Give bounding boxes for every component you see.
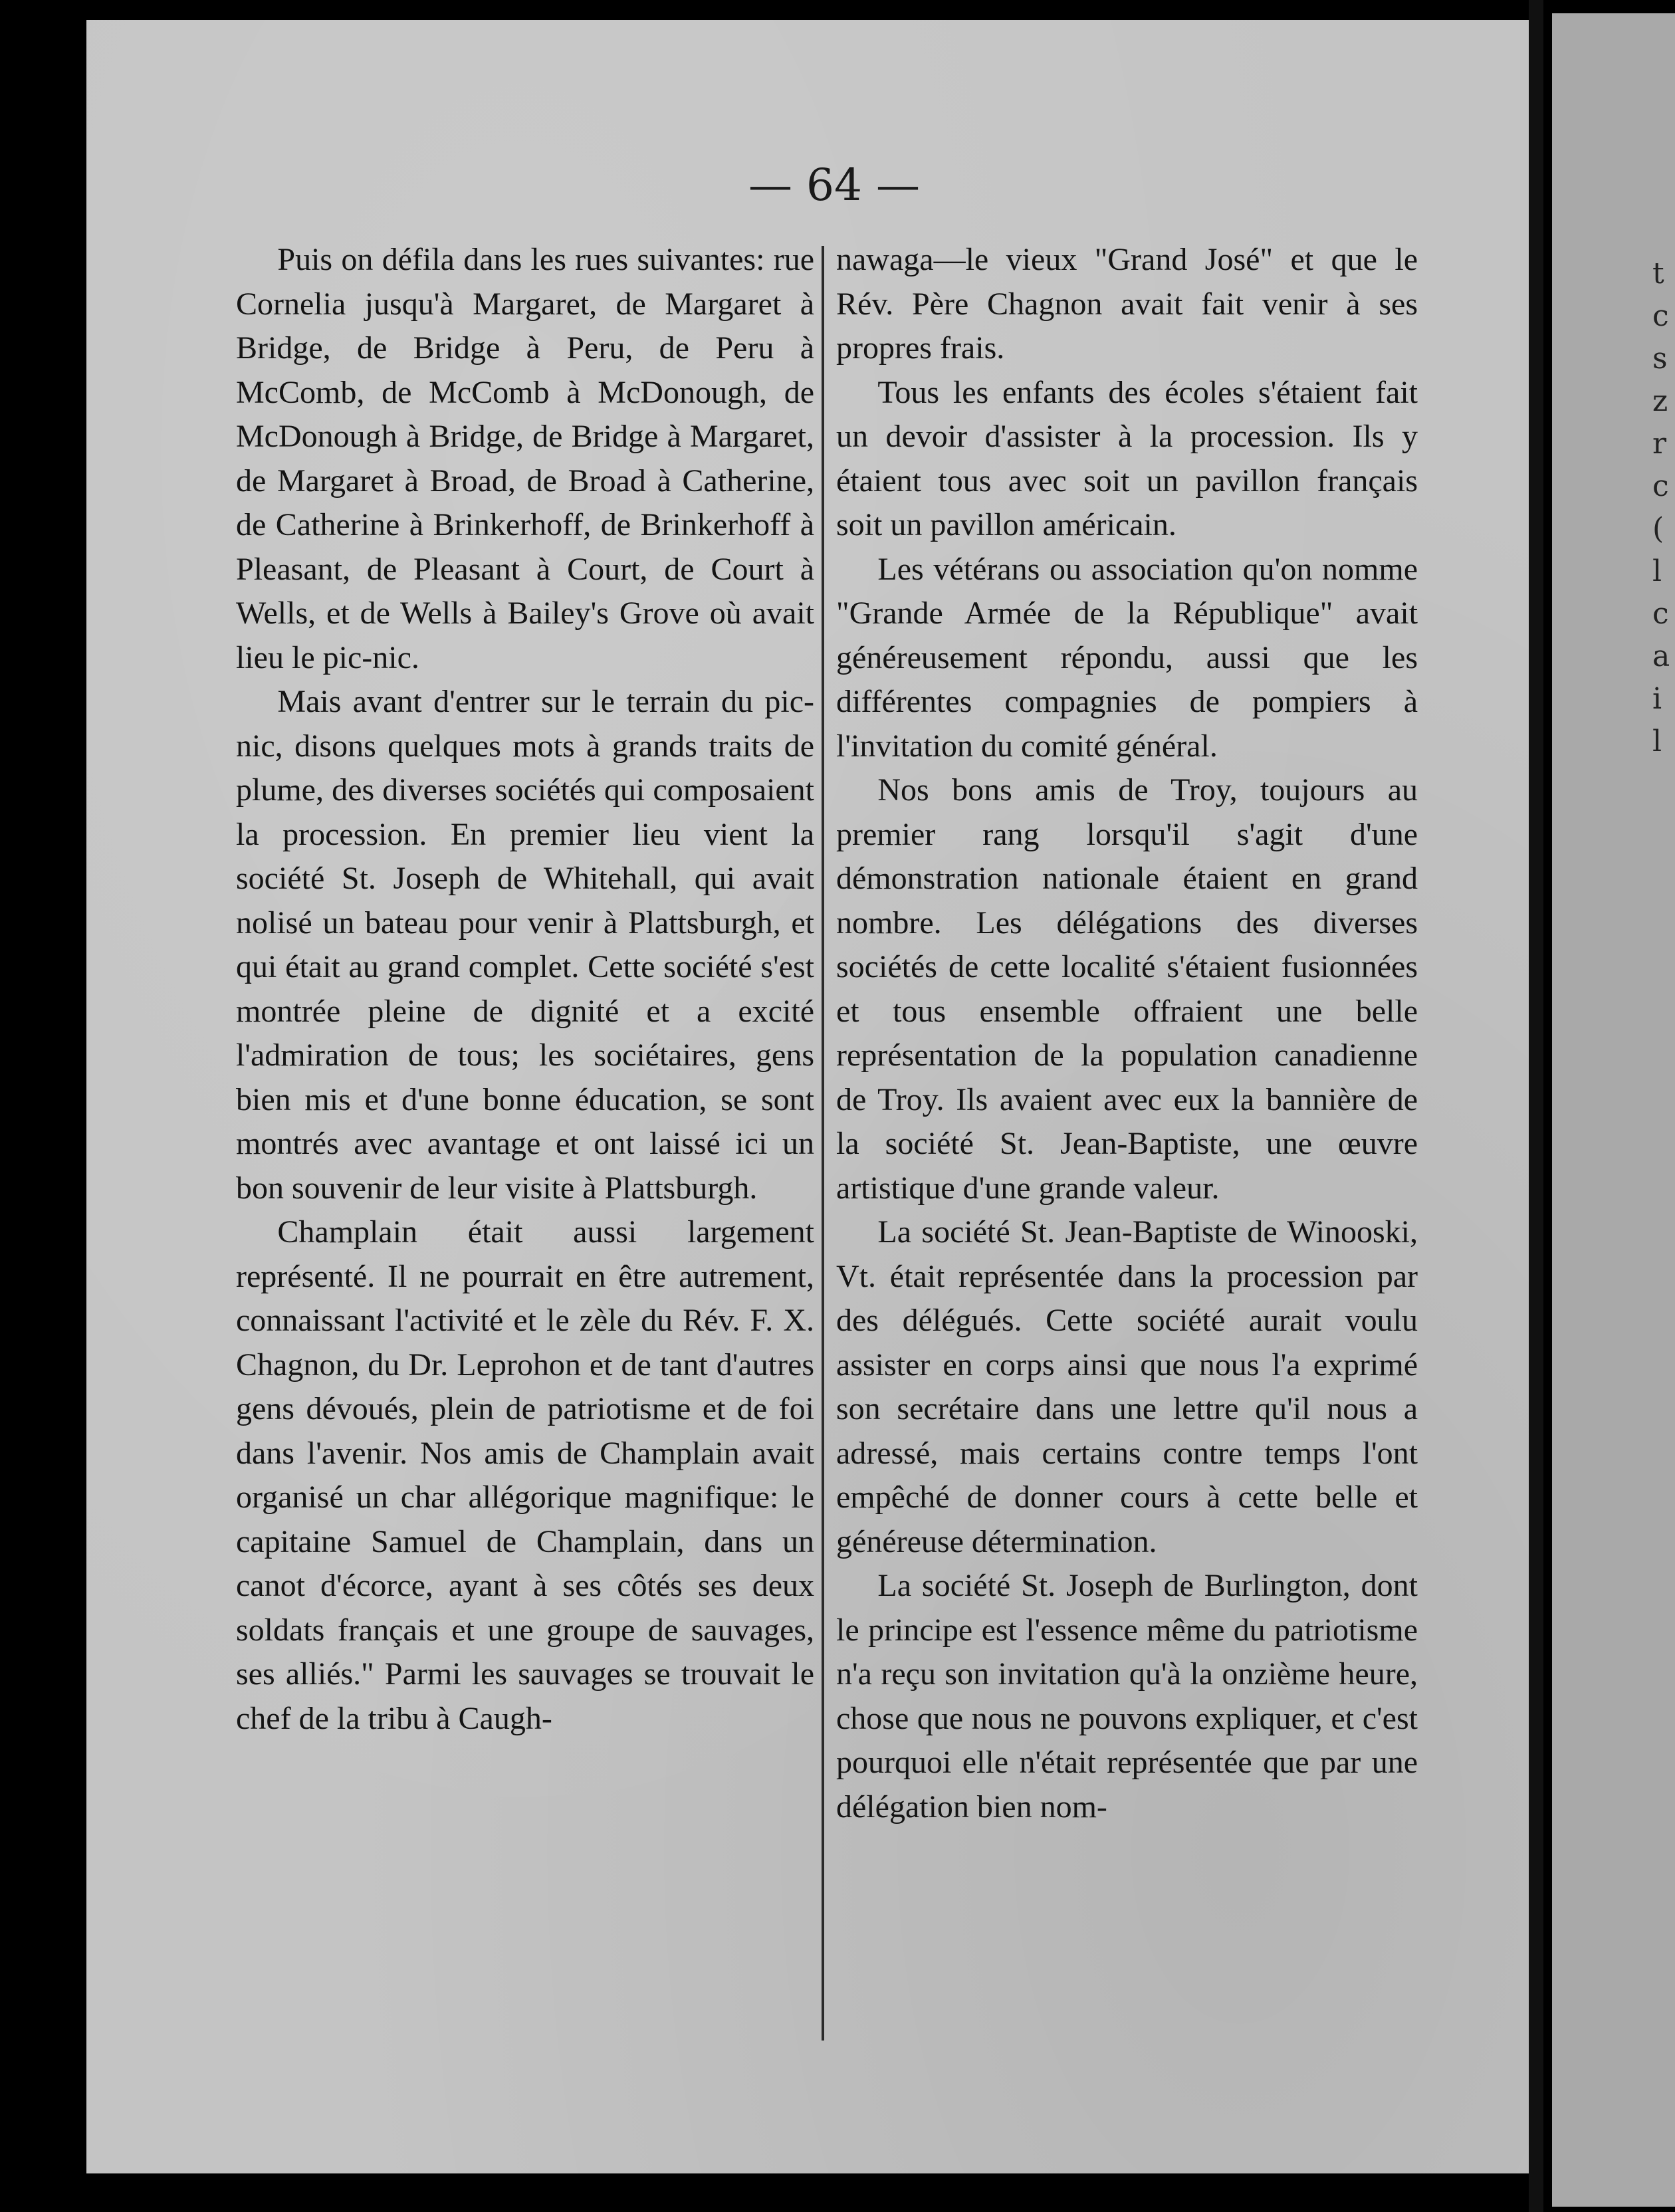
paragraph: La société St. Joseph de Burlington, dont le principe est l'essence même du patriotisme n'a reçu son invitation qu'à la onzième heure, chose que nous ne pouvons expliquer, et c'est pourquoi elle n'était représentée que par une délégation bien nom- bbox=[836, 1568, 1418, 1825]
paragraph: nawaga—le vieux "Grand José" et que le Rév. Père Chagnon avait fait venir à ses propres frais. bbox=[836, 242, 1418, 366]
adjacent-letter: r bbox=[1652, 427, 1667, 461]
paragraph: Les vétérans ou association qu'on nomme "Grande Armée de la République" avait généreusement répondu, aussi que les différentes compagnies de pompiers à l'invitation du comité général. bbox=[836, 551, 1418, 764]
paragraph: Tous les enfants des écoles s'étaient fait un devoir d'assister à la procession. Ils y étaient tous avec soit un pavillon français soit un pavillon américain. bbox=[836, 374, 1418, 542]
paragraph: Nos bons amis de Troy, toujours au premier rang lorsqu'il s'agit d'une démonstration nationale étaient en grand nombre. Les délégations des diverses sociétés de cette localité s'étaient fusionnées et tous ensemble offraient une belle représentation de la population canadienne de Troy. Ils avaient avec eux la bannière de la société St. Jean-Baptiste, une œuvre artistique d'une grande valeur. bbox=[836, 772, 1418, 1206]
adjacent-letter: s bbox=[1652, 342, 1668, 376]
adjacent-letter: l bbox=[1652, 554, 1662, 588]
left-column bbox=[236, 238, 814, 1741]
adjacent-letter: i bbox=[1652, 682, 1662, 716]
page-number: — 64 — bbox=[748, 160, 920, 211]
adjacent-letter: ( bbox=[1652, 512, 1664, 546]
adjacent-letter: c bbox=[1652, 469, 1669, 503]
paragraph: La société St. Jean-Baptiste de Winooski, Vt. était représentée dans la procession par des délégués. Cette société aurait voulu assister en corps ainsi que nous l'a exprimé son secrétaire dans une lettre qu'il nous a adressé, mais certains contre temps l'ont empêché de donner cours à cette belle et généreuse détermination. bbox=[836, 1214, 1418, 1559]
paragraph: Champlain était aussi largement représenté. Il ne pourrait en être autrement, connaissant l'activité et le zèle du Rév. F. X. Chagnon, du Dr. Leprohon et de tant d'autres gens dévoués, plein de patriotisme et de foi dans l'avenir. Nos amis de Champlain avait organisé un char allégorique magnifique: le capitaine Samuel de Champlain, dans un canot d'écorce, ayant à ses côtés ses deux soldats français et une groupe de sauvages, ses alliés." Parmi les sauvages se trouvait le chef de la tribu à Caugh- bbox=[236, 1214, 814, 1736]
page-gutter bbox=[1529, 0, 1543, 2212]
adjacent-letter: z bbox=[1652, 384, 1668, 418]
adjacent-letter: c bbox=[1652, 597, 1669, 631]
paragraph: Puis on défila dans les rues suivantes: rue Cornelia jusqu'à Margaret, de Margaret à Bridge, de Bridge à Peru, de Peru à McComb, de McComb à McDonough, de McDonough à Bridge, de Bridge à Margaret, de Margaret à Broad, de Broad à Catherine, de Catherine à Brinkerhoff, de Brinkerhoff à Pleasant, de Pleasant à Court, de Court à Wells, et de Wells à Bailey's Grove où avait lieu le pic-nic. bbox=[236, 242, 814, 675]
column-divider bbox=[822, 246, 824, 2041]
adjacent-letter: c bbox=[1652, 299, 1669, 333]
adjacent-letter: l bbox=[1652, 724, 1662, 758]
right-column bbox=[836, 238, 1418, 1829]
paragraph: Mais avant d'entrer sur le terrain du pic-nic, disons quelques mots à grands traits de plume, des diverses sociétés qui composaient la procession. En premier lieu vient la société St. Joseph de Whitehall, qui avait nolisé un bateau pour venir à Plattsburgh, et qui était au grand complet. Cette société s'est montrée pleine de dignité et a excité l'admiration de tous; les sociétaires, gens bien mis et d'une bonne éducation, se sont montrés avec avantage et ont laissé ici un bon souvenir de leur visite à Plattsburgh. bbox=[236, 684, 814, 1206]
adjacent-letter: a bbox=[1652, 639, 1670, 673]
adjacent-page-letters bbox=[1652, 253, 1675, 763]
adjacent-letter: t bbox=[1652, 257, 1664, 290]
